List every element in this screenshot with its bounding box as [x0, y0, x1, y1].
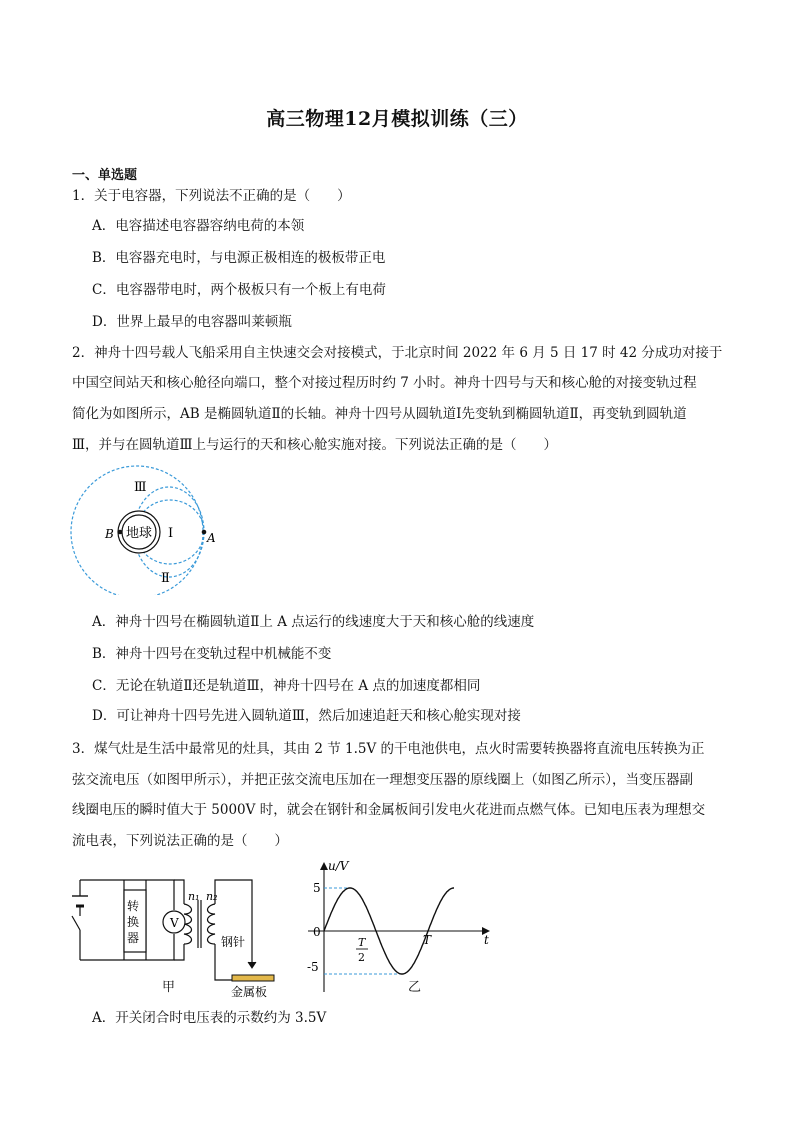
needle-tip: [248, 962, 256, 968]
caption-yi: 乙: [408, 980, 422, 995]
label-orbit-II: Ⅱ: [161, 571, 170, 586]
q2-option-d: D．可让神舟十四号先进入圆轨道Ⅲ，然后加速追赶天和核心舱实现对接: [92, 708, 521, 724]
q1-option-b: B．电容器充电时，与电源正极相连的极板带正电: [92, 250, 386, 266]
q2-stem-line-3: 简化为如图所示，AB 是椭圆轨道Ⅱ的长轴。神舟十四号从圆轨道Ⅰ先变轨到椭圆轨道Ⅱ，再变轨到圆轨道: [72, 406, 687, 422]
q3-stem-line-1: 3．煤气灶是生活中最常见的灶具，其由 2 节 1.5V 的干电池供电，点火时需要转换器将直流电压转换为正: [72, 741, 705, 757]
y-tick-negative: -5: [307, 960, 319, 974]
converter-char-3: 器: [127, 931, 140, 945]
label-orbit-I: Ⅰ: [168, 526, 174, 541]
x-tick-period: T: [423, 933, 432, 947]
orbit-diagram: [66, 465, 226, 595]
q3-stem-line-3: 线圈电压的瞬时值大于 5000V 时，就会在钢针和金属板间引发电火花进而点燃气体。已知电压表为理想交: [72, 802, 706, 818]
x-tick-half-numerator: T: [358, 936, 366, 949]
switch: [72, 916, 80, 930]
q3-stem-line-4: 流电表，下列说法正确的是（ ）: [72, 833, 288, 849]
q1-option-c: C．电容器带电时，两个极板只有一个板上有电荷: [92, 282, 386, 298]
label-n2: n₂: [206, 890, 218, 903]
q3-option-a: A．开关闭合时电压表的示数约为 3.5V: [92, 1010, 327, 1026]
voltage-graph: [300, 858, 500, 998]
q2-option-a: A．神舟十四号在椭圆轨道Ⅱ上 A 点运行的线速度大于天和核心舱的线速度: [92, 614, 535, 630]
y-axis-arrow: [320, 862, 328, 870]
converter-char-1: 转: [127, 899, 140, 913]
secondary-coil: [208, 904, 216, 944]
y-tick-positive: 5: [313, 881, 321, 895]
section-heading: 一、单选题: [72, 168, 138, 183]
x-axis-label: t: [484, 933, 489, 947]
q3-stem-line-2: 弦交流电压（如图甲所示），并把正弦交流电压加在一理想变压器的原线圈上（如图乙所示），当变压器副: [72, 772, 693, 788]
q1-option-d: D．世界上最早的电容器叫莱顿瓶: [92, 314, 292, 330]
q2-stem-line-2: 中国空间站天和核心舱径向端口，整个对接过程历时约 7 小时。神舟十四号与天和核心舱的对接变轨过程: [72, 375, 697, 391]
q1-option-a: A．电容描述电容器容纳电荷的本领: [92, 218, 305, 234]
origin-label: 0: [313, 925, 321, 939]
label-A: A: [207, 531, 216, 545]
label-B: B: [105, 527, 114, 541]
voltmeter-label: V: [170, 916, 179, 930]
q2-option-b: B．神舟十四号在变轨过程中机械能不变: [92, 646, 332, 662]
point-B: [118, 530, 123, 535]
label-needle: 钢针: [221, 935, 246, 949]
caption-jia: 甲: [162, 980, 176, 995]
label-plate: 金属板: [231, 985, 268, 998]
q1-stem: 1．关于电容器，下列说法不正确的是（ ）: [72, 188, 351, 204]
y-axis-label: u/V: [328, 859, 349, 873]
metal-plate: [232, 975, 274, 981]
q2-stem-line-4: Ⅲ，并与在圆轨道Ⅲ上与运行的天和核心舱实施对接。下列说法正确的是（ ）: [72, 437, 558, 453]
q2-stem-line-1: 2．神舟十四号载人飞船采用自主快速交会对接模式，于北京时间 2022 年 6 月 5 日 17 时 42 分成功对接于: [72, 345, 723, 361]
x-tick-half-denominator: 2: [358, 951, 365, 964]
label-orbit-III: Ⅲ: [134, 480, 147, 495]
converter-char-2: 换: [127, 915, 140, 929]
label-n1: n₁: [188, 890, 200, 903]
label-earth: 地球: [126, 526, 153, 541]
q2-option-c: C．无论在轨道Ⅱ还是轨道Ⅲ，神舟十四号在 A 点的加速度都相同: [92, 678, 481, 694]
point-A: [202, 530, 207, 535]
page-title: 高三物理12月模拟训练（三）: [266, 108, 528, 130]
